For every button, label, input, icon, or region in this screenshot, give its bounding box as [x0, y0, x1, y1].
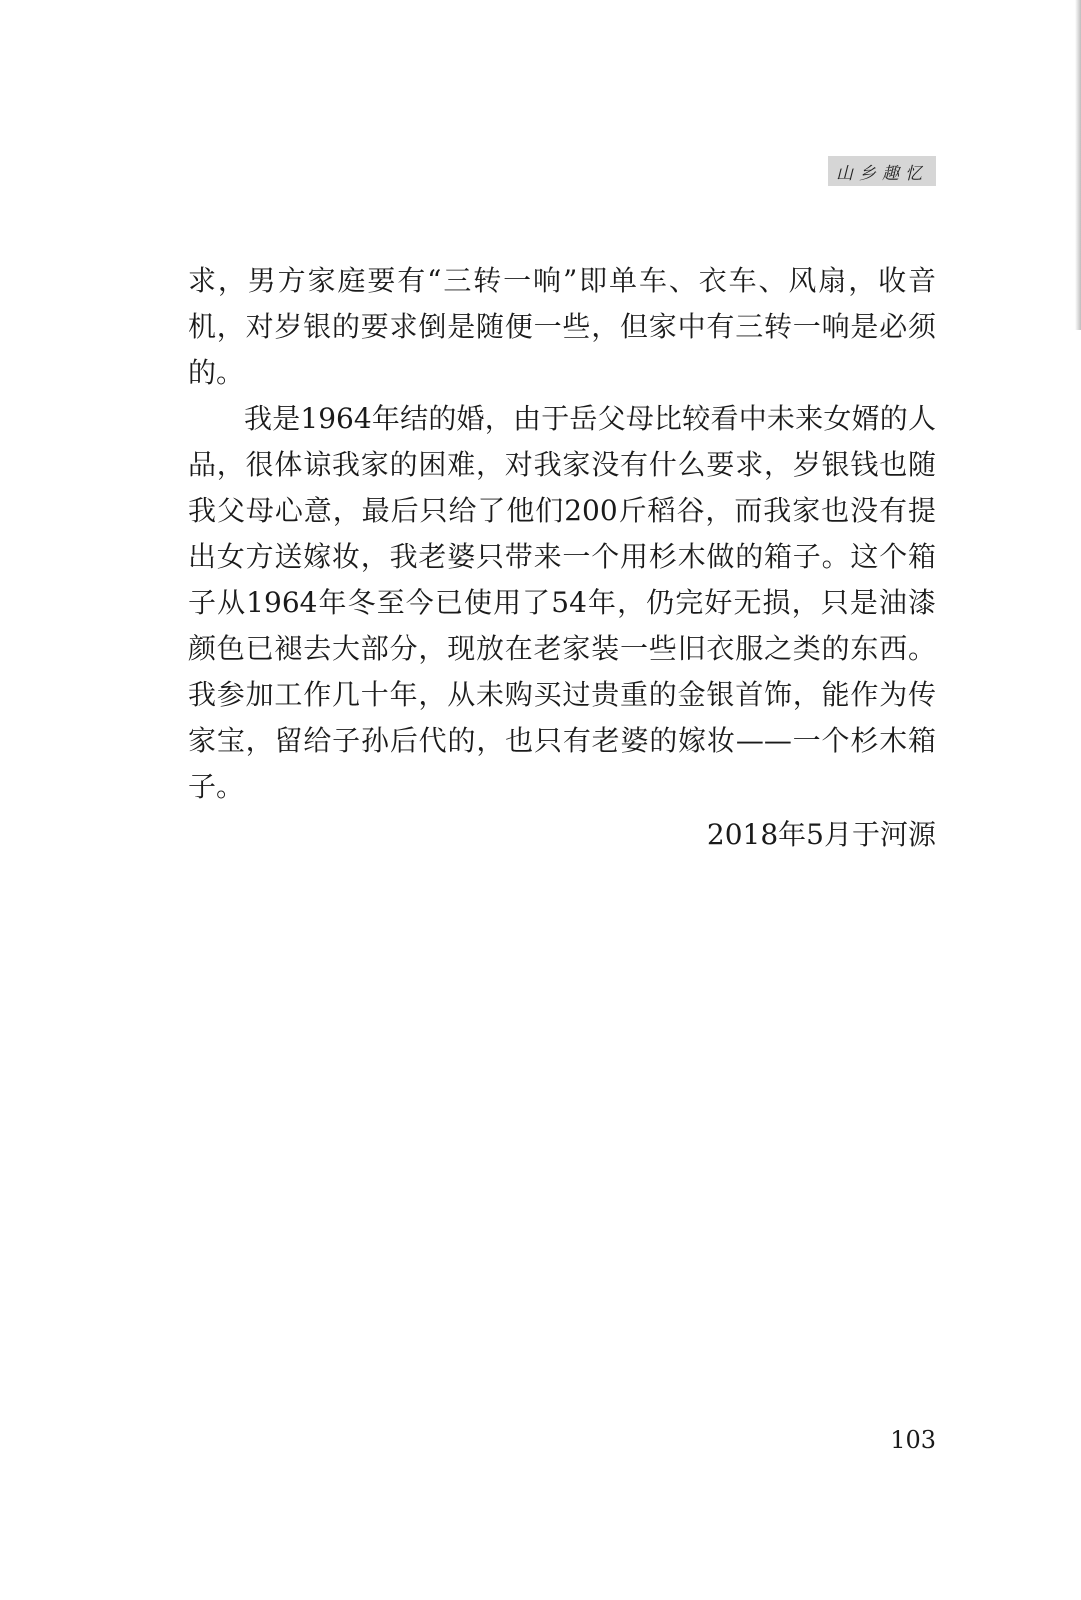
page-edge-shadow: [1075, 0, 1081, 330]
paragraph-wedding: 我是1964年结的婚，由于岳父母比较看中未来女婿的人品，很体谅我家的困难，对我家没有什么要求，岁银钱也随我父母心意，最后只给了他们200斤稻谷，而我家也没有提出女方送嫁妆，我老婆只带来一个用杉木做的箱子。这个箱子从1964年冬至今已使用了54年，仍完好无损，只是油漆颜色已褪去大部分，现放在老家装一些旧衣服之类的东西。我参加工作几十年，从未购买过贵重的金银首饰，能作为传家宝，留给子孙后代的，也只有老婆的嫁妆——一个杉木箱子。: [188, 402, 936, 803]
body-text: [188, 258, 936, 810]
paragraph-continued: 求，男方家庭要有“三转一响”即单车、衣车、风扇，收音机，对岁银的要求倒是随便一些，但家中有三转一响是必须的。: [188, 264, 936, 389]
date-signature: 2018年5月于河源: [706, 818, 936, 851]
running-header: 山乡趣忆: [828, 156, 936, 186]
page-number: 103: [890, 1426, 936, 1454]
